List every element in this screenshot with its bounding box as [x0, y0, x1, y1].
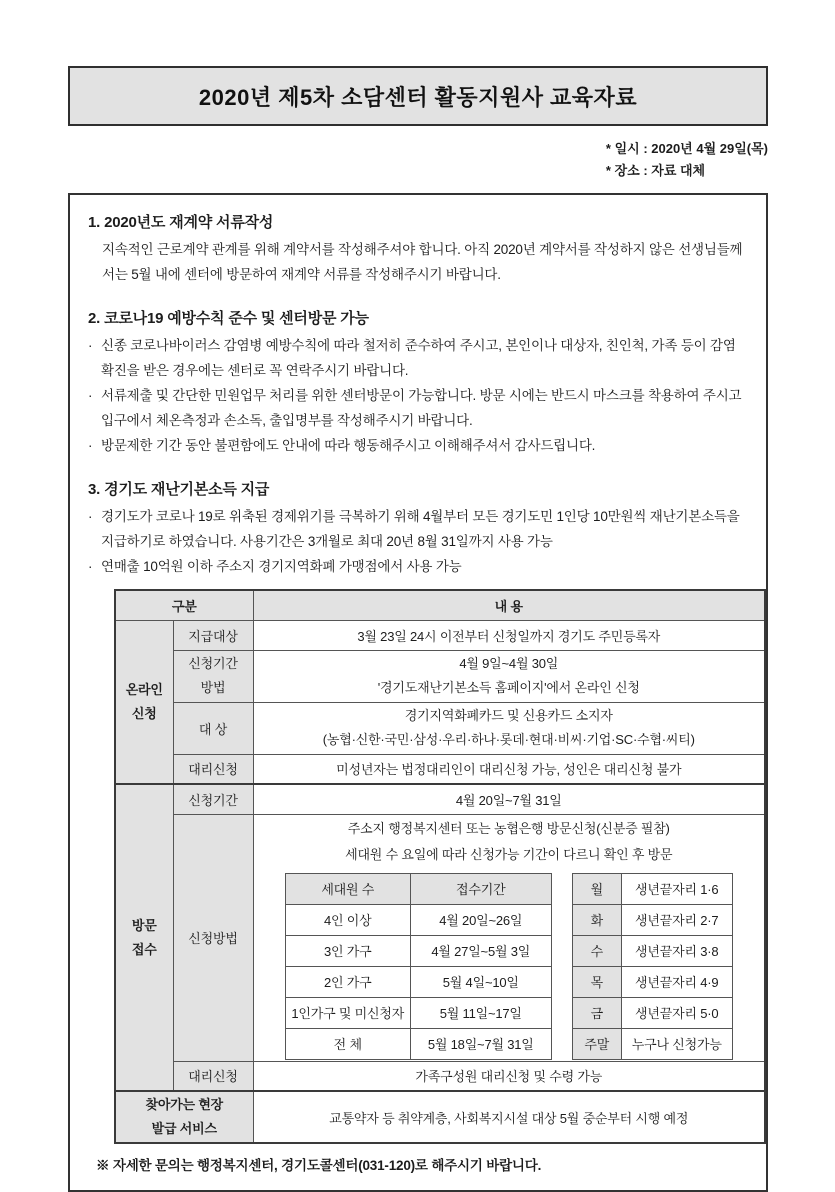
bullet-text: 신종 코로나바이러스 감염병 예방수칙에 따라 철저히 준수하여 주시고, 본인이나 대상자, 친인척, 가족 등이 감염확진을 받은 경우에는 센터로 꼭 연락주시기 바랍니다.	[101, 338, 736, 378]
inner-tables	[256, 873, 763, 1060]
meta-block	[68, 138, 768, 182]
label-period-method: 신청기간 방법	[173, 650, 253, 702]
weekday-row: 화 생년끝자리 2·7	[572, 904, 732, 935]
value-visit-proxy: 가족구성원 대리신청 및 수령 가능	[253, 1061, 765, 1091]
household-size-table	[285, 873, 552, 1060]
row-online-proxy	[115, 754, 765, 784]
section-recontract	[88, 211, 748, 287]
section-heading: 2. 코로나19 예방수칙 준수 및 센터방문 가능	[88, 310, 369, 327]
household-row: 2인 가구 5월 4일~10일	[285, 966, 551, 997]
bullet-item	[88, 504, 748, 554]
household-header-row: 세대원 수 접수기간	[285, 873, 551, 904]
method-line-1: 주소지 행정복지센터 또는 농협은행 방문신청(신분증 필참)	[347, 820, 670, 836]
bullet-marker: ·	[88, 388, 93, 403]
section-covid-rules	[88, 307, 748, 458]
weekday-row: 주말 누구나 신청가능	[572, 1028, 732, 1059]
meta-location: * 장소 : 자료 대체	[605, 163, 706, 178]
value-visit-method	[253, 814, 765, 1061]
label-visit-method: 신청방법	[173, 814, 253, 1061]
bullet-marker: ·	[88, 438, 93, 453]
weekday-table	[572, 873, 733, 1060]
header-content: 내 용	[253, 590, 765, 620]
row-online-period-method	[115, 650, 765, 702]
bullet-marker: ·	[88, 338, 93, 353]
contact-footnote: ※ 자세한 문의는 행정복지센터, 경기도콜센터(031-120)로 해주시기 바랍니다.	[96, 1158, 542, 1173]
bullet-marker: ·	[88, 509, 93, 524]
title-banner	[68, 66, 768, 126]
value-visit-period: 4월 20일~7월 31일	[253, 784, 765, 814]
household-row: 1인가구 및 미신청자 5월 11일~17일	[285, 997, 551, 1028]
bullet-marker: ·	[88, 559, 93, 574]
label-card-target: 대 상	[173, 702, 253, 754]
row-online-cards	[115, 702, 765, 754]
row-onsite-service	[115, 1091, 765, 1143]
group-visit-apply: 방문 접수	[115, 784, 173, 1091]
label-visit-proxy: 대리신청	[173, 1061, 253, 1091]
row-visit-method	[115, 814, 765, 1061]
row-online-target	[115, 620, 765, 650]
value-onsite-service: 교통약자 등 취약계층, 사회복지시설 대상 5월 중순부터 시행 예정	[253, 1091, 765, 1143]
household-row: 3인 가구 4월 27일~5월 3일	[285, 935, 551, 966]
meta-datetime: * 일시 : 2020년 4월 29일(목)	[605, 141, 768, 156]
label-visit-period: 신청기간	[173, 784, 253, 814]
bullet-text: 방문제한 기간 동안 불편함에도 안내에 따라 행동해주시고 이해해주셔서 감사드립니다.	[101, 438, 596, 453]
weekday-row: 금 생년끝자리 5·0	[572, 997, 732, 1028]
label-proxy: 대리신청	[173, 754, 253, 784]
bullet-text: 서류제출 및 간단한 민원업무 처리를 위한 센터방문이 가능합니다. 방문 시에는 반드시 마스크를 착용하여 주시고 입구에서 체온측정과 손소독, 출입명부를 작성해주시기 바랍니다.	[101, 388, 742, 428]
section-basic-income	[88, 478, 748, 579]
section-paragraph: 지속적인 근로계약 관계를 위해 계약서를 작성해주셔야 합니다. 아직 2020년 계약서를 작성하지 않은 선생님들께서는 5월 내에 센터에 방문하여 재계약 서류를 작성해주시기 바랍니다.	[102, 242, 743, 282]
label-target: 지급대상	[173, 620, 253, 650]
value-target: 3월 23일 24시 이전부터 신청일까지 경기도 주민등록자	[253, 620, 765, 650]
section-heading: 3. 경기도 재난기본소득 지급	[88, 481, 270, 498]
weekday-row: 월 생년끝자리 1·6	[572, 873, 732, 904]
bullet-text: 경기도가 코로나 19로 위축된 경제위기를 극복하기 위해 4월부터 모든 경기도민 1인당 10만원씩 재난기본소득을 지급하기로 하였습니다. 사용기간은 3개월로 최대 20년 8월 31일까지 사용 가능	[101, 509, 740, 549]
bullet-item	[88, 333, 748, 383]
header-category: 구분	[115, 590, 253, 620]
weekday-row: 수 생년끝자리 3·8	[572, 935, 732, 966]
bullet-text: 연매출 10억원 이하 주소지 경기지역화폐 가맹점에서 사용 가능	[101, 559, 462, 574]
label-onsite-service: 찾아가는 현장 발급 서비스	[115, 1091, 253, 1143]
household-row: 4인 이상 4월 20일~26일	[285, 904, 551, 935]
section-heading: 1. 2020년도 재계약 서류작성	[88, 214, 274, 231]
value-proxy: 미성년자는 법정대리인이 대리신청 가능, 성인은 대리신청 불가	[253, 754, 765, 784]
bullet-item	[88, 383, 748, 433]
table-header-row	[115, 590, 765, 620]
household-row: 전 체 5월 18일~7월 31일	[285, 1028, 551, 1059]
row-visit-proxy	[115, 1061, 765, 1091]
bullet-item	[88, 433, 748, 458]
weekday-row: 목 생년끝자리 4·9	[572, 966, 732, 997]
row-visit-period	[115, 784, 765, 814]
group-online-apply: 온라인 신청	[115, 620, 173, 784]
method-line-2: 세대원 수 요일에 따라 신청가능 기간이 다르니 확인 후 방문	[345, 846, 673, 862]
bullet-item	[88, 554, 748, 579]
page-title: 2020년 제5차 소담센터 활동지원사 교육자료	[198, 84, 638, 110]
content-box	[68, 193, 768, 1192]
value-period-method: 4월 9일~4월 30일 '경기도재난기본소득 홈페이지'에서 온라인 신청	[253, 650, 765, 702]
disaster-income-table	[114, 589, 766, 1144]
value-card-target: 경기지역화폐카드 및 신용카드 소지자 (농협·신한·국민·삼성·우리·하나·롯데·현대·비씨·기업·SC·수협·씨티)	[253, 702, 765, 754]
